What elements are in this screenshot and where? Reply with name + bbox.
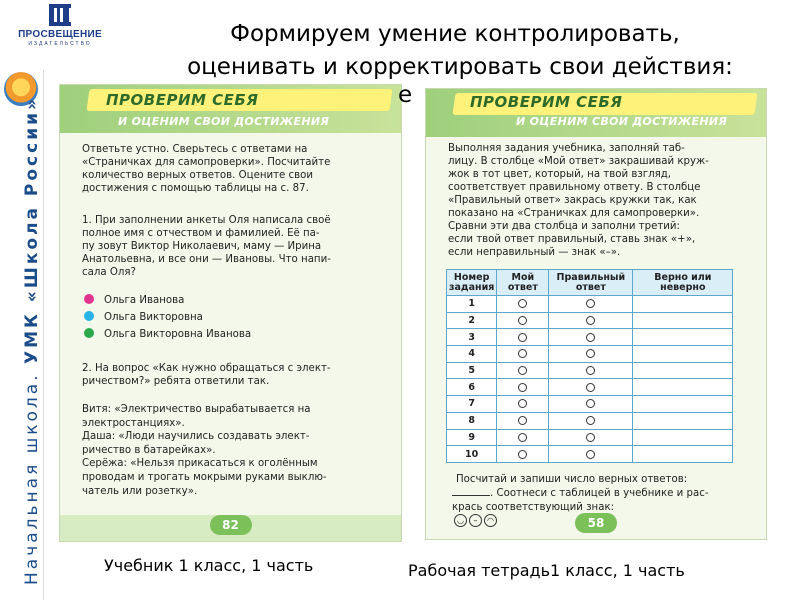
col-header: Правильный ответ [549,270,633,296]
answer-circle-icon[interactable] [518,433,527,442]
verdict-cell[interactable] [633,362,733,379]
option-3: Ольга Викторовна Иванова [84,328,251,341]
table-row [447,329,733,346]
answer-circle-icon[interactable] [586,383,595,392]
banner-subtitle: И ОЦЕНИМ СВОИ ДОСТИЖЕНИЯ [118,115,330,128]
task-number: 6 [447,379,497,396]
col-header: Верно или неверно [633,270,733,296]
banner-title: ПРОВЕРИМ СЕБЯ [470,93,623,111]
blue-dot-icon [84,311,94,321]
table-row [447,429,733,446]
title-overflow-char: е [398,82,413,108]
neutral-face-icon[interactable]: – [469,514,482,527]
answer-circle-icon[interactable] [586,366,595,375]
answer-circle-icon[interactable] [518,366,527,375]
slide-title-line1: Формируем умение контролировать, [230,21,680,47]
answer-circle-icon[interactable] [586,349,595,358]
page-banner [60,85,401,133]
verdict-cell[interactable] [633,379,733,396]
option-1: Ольга Иванова [84,294,184,307]
answer-circle-icon[interactable] [586,433,595,442]
answer-circle-icon[interactable] [518,316,527,325]
slide-title-line2: оценивать и корректировать свои действия: [187,54,733,80]
answer-circle-icon[interactable] [586,333,595,342]
table-row [447,312,733,329]
verdict-cell[interactable] [633,312,733,329]
verdict-cell[interactable] [633,429,733,446]
verdict-cell[interactable] [633,296,733,313]
publisher-sub: ИЗДАТЕЛЬСТВО [28,41,92,47]
publisher-logo [8,4,112,52]
banner-title: ПРОВЕРИМ СЕБЯ [106,91,259,109]
caption-workbook: Рабочая тетрадь1 класс, 1 часть [408,561,685,580]
task-number: 10 [447,446,497,463]
task-number: 5 [447,362,497,379]
col-header: Мой ответ [497,270,549,296]
slide-title [110,18,800,84]
table-row [447,446,733,463]
magenta-dot-icon [84,294,94,304]
answer-circle-icon[interactable] [586,399,595,408]
verdict-cell[interactable] [633,329,733,346]
intro-text: Выполняя задания учебника, заполняй таб- лицу. В столбце «Мой ответ» закрашивай круж- жок в тот цвет, который, на твой взгляд, соответствует правильному ответу. В столбце «Правильный ответ» закрась кружки так, как показано на «Страничках для самопроверки». Сравни эти два столбца и заполни третий: если твой ответ правильный, ставь знак «+», если неправильный — знак «–». [448,143,709,258]
option-2: Ольга Викторовна [84,311,203,324]
question-2: 2. На вопрос «Как нужно обращаться с элект- ричеством?» ребята ответили так. [82,363,331,387]
task-number: 9 [447,429,497,446]
verdict-cell[interactable] [633,412,733,429]
task-number: 2 [447,312,497,329]
question-1: 1. При заполнении анкеты Оля написала своё полное имя с отчеством и фамилией. Её па- пу зовут Виктор Николаевич, маму — Ирина Анатольевна, и все они — Ивановы. Что напи- сала Оля? [82,215,331,278]
answer-circle-icon[interactable] [518,383,527,392]
answer-circle-icon[interactable] [586,416,595,425]
page-number: 58 [575,513,617,533]
task-number: 3 [447,329,497,346]
self-check-table [446,269,733,463]
answer-circle-icon[interactable] [586,316,595,325]
green-dot-icon [84,328,94,338]
task-number: 7 [447,396,497,413]
banner-subtitle: И ОЦЕНИМ СВОИ ДОСТИЖЕНИЯ [516,115,728,128]
answer-circle-icon[interactable] [518,399,527,408]
textbook-page [59,84,402,542]
side-vertical-title: Начальная школа. УМК «Школа России» [22,95,42,585]
happy-face-icon[interactable]: ◡ [454,514,467,527]
page-number: 82 [210,515,252,535]
sad-face-icon[interactable]: ◠ [484,514,497,527]
count-instruction-2: . Соотнеси с таблицей в учебнике и рас- [452,487,758,500]
answer-circle-icon[interactable] [518,333,527,342]
answer-circle-icon[interactable] [586,299,595,308]
publisher-mark-icon [49,4,71,26]
verdict-cell[interactable] [633,396,733,413]
table-row [447,362,733,379]
task-number: 1 [447,296,497,313]
table-row [447,346,733,363]
task-number: 4 [447,346,497,363]
table-row [447,296,733,313]
page-banner [426,89,766,137]
workbook-page [425,88,767,540]
answer-circle-icon[interactable] [518,416,527,425]
caption-textbook: Учебник 1 класс, 1 часть [104,556,314,575]
table-row [447,412,733,429]
count-instruction: Посчитай и запиши число верных ответов: [456,474,688,485]
answer-circle-icon[interactable] [518,349,527,358]
count-instruction-3: крась соответствующий знак: ◡ – ◠ [452,502,615,525]
intro-text: Ответьте устно. Сверьтесь с ответами на «Страничках для самопроверки». Посчитайте количество верных ответов. Оцените свои достижения с помощью таблицы на с. 87. [82,144,331,194]
answer-circle-icon[interactable] [518,299,527,308]
verdict-cell[interactable] [633,346,733,363]
publisher-name: ПРОСВЕЩЕНИЕ [18,29,102,40]
verdict-cell[interactable] [633,446,733,463]
table-row [447,379,733,396]
col-header: Номер задания [447,270,497,296]
answers-text: Витя: «Электричество вырабатывается на электростанциях». Даша: «Люди научились создавать элект- ричество в батарейках». Серёжа: «Нельзя прикасаться к оголённым проводам и трогать мокрыми руками выклю- чатель или розетку». [82,404,327,497]
answer-circle-icon[interactable] [586,450,595,459]
task-number: 8 [447,412,497,429]
answer-blank[interactable] [452,495,490,496]
smiley-faces [452,514,497,527]
answer-circle-icon[interactable] [518,450,527,459]
table-row [447,396,733,413]
